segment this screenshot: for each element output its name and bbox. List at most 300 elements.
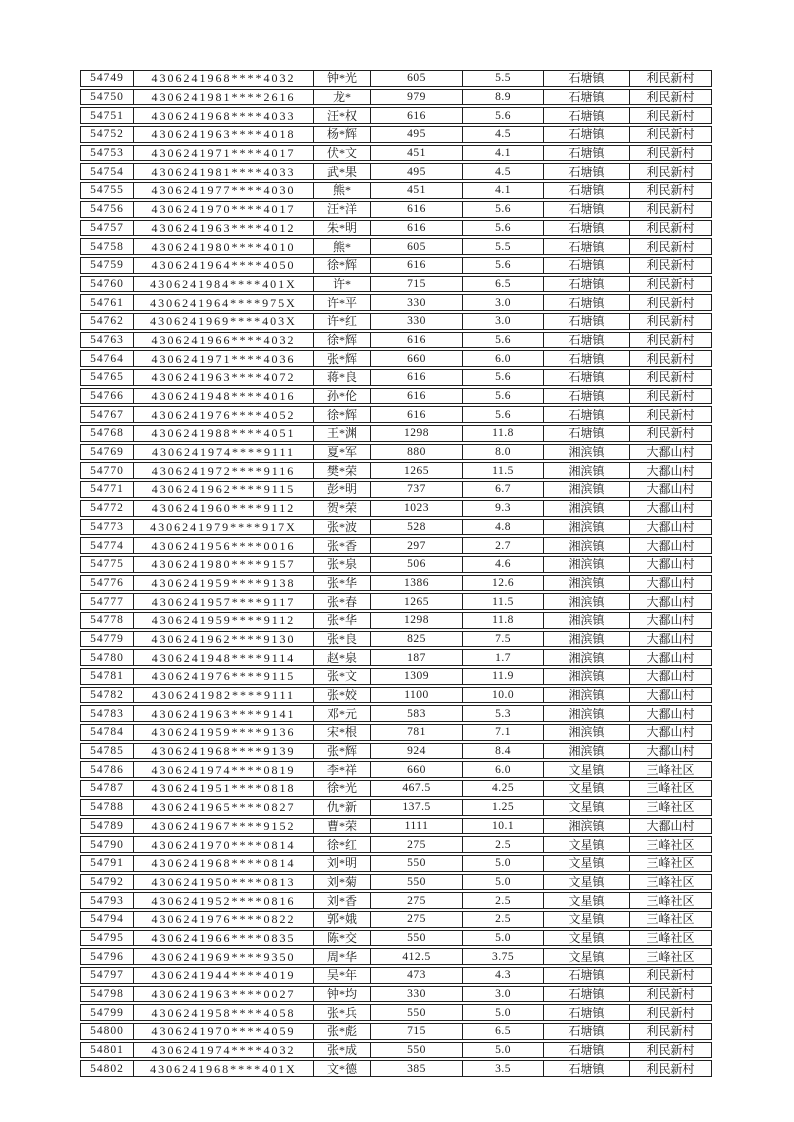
cell-amount: 330 — [370, 295, 462, 310]
cell-masked-id-number: 4306241959****9136 — [133, 725, 313, 740]
cell-masked-name: 徐*光 — [313, 781, 370, 796]
cell-village: 大鄱山村 — [629, 501, 711, 516]
table-row — [80, 930, 712, 947]
cell-coefficient: 2.5 — [462, 837, 543, 852]
cell-serial-number: 54767 — [90, 408, 124, 421]
cell-village: 三峰社区 — [629, 800, 711, 815]
table-row — [80, 631, 712, 648]
cell-masked-name: 许*红 — [313, 314, 370, 329]
cell-village: 利民新村 — [629, 295, 711, 310]
cell-town: 石塘镇 — [543, 407, 629, 422]
table-row — [80, 612, 712, 629]
cell-masked-name: 邓*元 — [313, 706, 370, 721]
cell-masked-name: 武*果 — [313, 164, 370, 179]
cell-village: 三峰社区 — [629, 781, 711, 796]
cell-masked-name: 陈*交 — [313, 931, 370, 946]
table-row — [80, 481, 712, 498]
cell-masked-name: 王*渊 — [313, 426, 370, 441]
cell-masked-id-number: 4306241980****9157 — [133, 557, 313, 572]
cell-amount: 605 — [370, 71, 462, 86]
cell-coefficient: 4.8 — [462, 520, 543, 535]
cell-amount: 1023 — [370, 501, 462, 516]
cell-masked-id-number: 4306241962****9115 — [133, 482, 313, 497]
cell-serial-number: 54779 — [90, 632, 124, 645]
cell-town: 湘滨镇 — [543, 463, 629, 478]
cell-town: 石塘镇 — [543, 127, 629, 142]
cell-town: 石塘镇 — [543, 389, 629, 404]
cell-masked-id-number: 4306241976****0822 — [133, 912, 313, 927]
table-row — [80, 836, 712, 853]
cell-town: 文星镇 — [543, 781, 629, 796]
cell-amount: 616 — [370, 108, 462, 123]
table-row — [80, 986, 712, 1003]
cell-town: 湘滨镇 — [543, 538, 629, 553]
cell-serial-number: 54775 — [90, 558, 124, 571]
table-row — [80, 276, 712, 293]
cell-amount: 1298 — [370, 613, 462, 628]
cell-town: 文星镇 — [543, 800, 629, 815]
cell-town: 石塘镇 — [543, 258, 629, 273]
cell-masked-id-number: 4306241970****4017 — [133, 202, 313, 217]
cell-village: 大鄱山村 — [629, 520, 711, 535]
table-row — [80, 780, 712, 797]
cell-serial-number: 54768 — [90, 427, 124, 440]
cell-amount: 451 — [370, 146, 462, 161]
cell-town: 文星镇 — [543, 931, 629, 946]
cell-town: 石塘镇 — [543, 968, 629, 983]
cell-masked-name: 赵*泉 — [313, 650, 370, 665]
cell-town: 文星镇 — [543, 837, 629, 852]
cell-village: 大鄱山村 — [629, 538, 711, 553]
cell-masked-id-number: 4306241963****9141 — [133, 706, 313, 721]
cell-amount: 924 — [370, 744, 462, 759]
cell-town: 石塘镇 — [543, 1061, 629, 1076]
cell-town: 湘滨镇 — [543, 744, 629, 759]
table-row — [80, 705, 712, 722]
table-row — [80, 444, 712, 461]
cell-serial-number: 54772 — [90, 502, 124, 515]
cell-masked-id-number: 4306241944****4019 — [133, 968, 313, 983]
cell-coefficient: 6.5 — [462, 277, 543, 292]
cell-masked-id-number: 4306241958****4058 — [133, 1005, 313, 1020]
cell-serial-number: 54780 — [90, 651, 124, 664]
cell-amount: 473 — [370, 968, 462, 983]
cell-masked-name: 刘*明 — [313, 856, 370, 871]
cell-masked-id-number: 4306241969****9350 — [133, 949, 313, 964]
cell-coefficient: 1.25 — [462, 800, 543, 815]
cell-masked-id-number: 4306241967****9152 — [133, 819, 313, 834]
cell-masked-id-number: 4306241971****4036 — [133, 351, 313, 366]
table-row — [80, 724, 712, 741]
cell-town: 石塘镇 — [543, 108, 629, 123]
cell-amount: 616 — [370, 333, 462, 348]
cell-coefficient: 4.1 — [462, 146, 543, 161]
cell-masked-id-number: 4306241970****4059 — [133, 1024, 313, 1039]
cell-masked-name: 曹*荣 — [313, 819, 370, 834]
cell-town: 湘滨镇 — [543, 819, 629, 834]
cell-amount: 385 — [370, 1061, 462, 1076]
cell-serial-number: 54798 — [90, 988, 124, 1001]
cell-masked-name: 孙*伦 — [313, 389, 370, 404]
cell-amount: 605 — [370, 239, 462, 254]
cell-coefficient: 4.1 — [462, 183, 543, 198]
cell-coefficient: 10.0 — [462, 688, 543, 703]
cell-amount: 1265 — [370, 594, 462, 609]
cell-serial-number: 54756 — [90, 203, 124, 216]
cell-masked-id-number: 4306241969****403X — [133, 314, 313, 329]
cell-amount: 550 — [370, 875, 462, 890]
cell-serial-number: 54782 — [90, 689, 124, 702]
cell-amount: 781 — [370, 725, 462, 740]
cell-coefficient: 4.5 — [462, 127, 543, 142]
cell-masked-id-number: 4306241988****4051 — [133, 426, 313, 441]
cell-town: 石塘镇 — [543, 183, 629, 198]
cell-coefficient: 11.5 — [462, 463, 543, 478]
cell-coefficient: 4.5 — [462, 164, 543, 179]
cell-coefficient: 11.8 — [462, 426, 543, 441]
cell-village: 利民新村 — [629, 90, 711, 105]
table-row — [80, 911, 712, 928]
cell-coefficient: 5.6 — [462, 370, 543, 385]
cell-amount: 825 — [370, 632, 462, 647]
cell-village: 利民新村 — [629, 389, 711, 404]
cell-masked-name: 贺*荣 — [313, 501, 370, 516]
cell-masked-id-number: 4306241963****4012 — [133, 221, 313, 236]
cell-town: 石塘镇 — [543, 370, 629, 385]
cell-amount: 715 — [370, 1024, 462, 1039]
cell-masked-name: 许* — [313, 277, 370, 292]
cell-masked-id-number: 4306241981****4033 — [133, 164, 313, 179]
cell-coefficient: 5.0 — [462, 875, 543, 890]
cell-masked-name: 刘*香 — [313, 893, 370, 908]
cell-masked-id-number: 4306241956****0016 — [133, 538, 313, 553]
cell-village: 利民新村 — [629, 407, 711, 422]
cell-town: 湘滨镇 — [543, 669, 629, 684]
cell-town: 石塘镇 — [543, 333, 629, 348]
cell-coefficient: 11.8 — [462, 613, 543, 628]
cell-masked-id-number: 4306241968****4032 — [133, 71, 313, 86]
cell-serial-number: 54787 — [90, 782, 124, 795]
cell-village: 大鄱山村 — [629, 613, 711, 628]
cell-amount: 660 — [370, 762, 462, 777]
cell-masked-id-number: 4306241974****9111 — [133, 445, 313, 460]
cell-serial-number: 54764 — [90, 352, 124, 365]
cell-masked-id-number: 4306241968****0814 — [133, 856, 313, 871]
table-row — [80, 369, 712, 386]
cell-town: 湘滨镇 — [543, 520, 629, 535]
cell-village: 利民新村 — [629, 987, 711, 1002]
table-row — [80, 500, 712, 517]
cell-masked-name: 张*泉 — [313, 557, 370, 572]
cell-masked-id-number: 4306241963****0027 — [133, 987, 313, 1002]
cell-town: 湘滨镇 — [543, 688, 629, 703]
table-row — [80, 761, 712, 778]
table-row — [80, 294, 712, 311]
cell-coefficient: 4.3 — [462, 968, 543, 983]
table-row — [80, 201, 712, 218]
cell-serial-number: 54757 — [90, 221, 124, 234]
cell-serial-number: 54773 — [90, 520, 124, 533]
cell-serial-number: 54802 — [90, 1062, 124, 1075]
cell-coefficient: 5.6 — [462, 258, 543, 273]
cell-serial-number: 54765 — [90, 371, 124, 384]
cell-coefficient: 5.6 — [462, 407, 543, 422]
cell-town: 石塘镇 — [543, 146, 629, 161]
cell-village: 大鄱山村 — [629, 482, 711, 497]
cell-amount: 616 — [370, 370, 462, 385]
table-row — [80, 238, 712, 255]
cell-town: 文星镇 — [543, 893, 629, 908]
cell-serial-number: 54761 — [90, 296, 124, 309]
cell-coefficient: 5.0 — [462, 1005, 543, 1020]
cell-masked-id-number: 4306241963****4072 — [133, 370, 313, 385]
cell-village: 大鄱山村 — [629, 706, 711, 721]
cell-masked-id-number: 4306241962****9130 — [133, 632, 313, 647]
cell-masked-name: 熊* — [313, 183, 370, 198]
cell-coefficient: 8.0 — [462, 445, 543, 460]
cell-village: 利民新村 — [629, 127, 711, 142]
table-row — [80, 1060, 712, 1077]
cell-masked-id-number: 4306241966****0835 — [133, 931, 313, 946]
cell-masked-id-number: 4306241959****9138 — [133, 576, 313, 591]
cell-town: 石塘镇 — [543, 426, 629, 441]
cell-masked-id-number: 4306241976****9115 — [133, 669, 313, 684]
cell-coefficient: 5.6 — [462, 108, 543, 123]
cell-masked-id-number: 4306241964****4050 — [133, 258, 313, 273]
cell-town: 湘滨镇 — [543, 501, 629, 516]
cell-serial-number: 54762 — [90, 315, 124, 328]
cell-serial-number: 54786 — [90, 763, 124, 776]
cell-masked-id-number: 4306241964****975X — [133, 295, 313, 310]
cell-village: 利民新村 — [629, 351, 711, 366]
cell-village: 大鄱山村 — [629, 744, 711, 759]
cell-amount: 275 — [370, 837, 462, 852]
cell-coefficient: 11.5 — [462, 594, 543, 609]
cell-amount: 187 — [370, 650, 462, 665]
cell-amount: 1111 — [370, 819, 462, 834]
cell-amount: 550 — [370, 1043, 462, 1058]
cell-village: 利民新村 — [629, 71, 711, 86]
cell-masked-name: 龙* — [313, 90, 370, 105]
cell-masked-id-number: 4306241948****9114 — [133, 650, 313, 665]
cell-village: 三峰社区 — [629, 856, 711, 871]
cell-serial-number: 54778 — [90, 614, 124, 627]
cell-masked-name: 徐*红 — [313, 837, 370, 852]
cell-town: 石塘镇 — [543, 1024, 629, 1039]
cell-serial-number: 54801 — [90, 1044, 124, 1057]
cell-serial-number: 54784 — [90, 726, 124, 739]
cell-coefficient: 6.0 — [462, 351, 543, 366]
cell-village: 利民新村 — [629, 277, 711, 292]
cell-serial-number: 54795 — [90, 931, 124, 944]
cell-masked-name: 李*祥 — [313, 762, 370, 777]
table-row — [80, 89, 712, 106]
cell-masked-name: 张*辉 — [313, 744, 370, 759]
cell-masked-name: 张*春 — [313, 594, 370, 609]
cell-village: 利民新村 — [629, 146, 711, 161]
cell-masked-name: 张*辉 — [313, 351, 370, 366]
cell-masked-id-number: 4306241968****401X — [133, 1061, 313, 1076]
cell-serial-number: 54800 — [90, 1025, 124, 1038]
cell-town: 湘滨镇 — [543, 594, 629, 609]
cell-masked-name: 仇*新 — [313, 800, 370, 815]
cell-masked-name: 熊* — [313, 239, 370, 254]
cell-village: 三峰社区 — [629, 893, 711, 908]
cell-masked-name: 张*香 — [313, 538, 370, 553]
cell-serial-number: 54788 — [90, 801, 124, 814]
cell-village: 三峰社区 — [629, 931, 711, 946]
cell-village: 三峰社区 — [629, 912, 711, 927]
table-row — [80, 425, 712, 442]
table-row — [80, 257, 712, 274]
cell-amount: 297 — [370, 538, 462, 553]
cell-amount: 880 — [370, 445, 462, 460]
cell-masked-id-number: 4306241979****917X — [133, 520, 313, 535]
cell-masked-id-number: 4306241957****9117 — [133, 594, 313, 609]
cell-village: 利民新村 — [629, 1005, 711, 1020]
cell-serial-number: 54774 — [90, 539, 124, 552]
cell-amount: 1100 — [370, 688, 462, 703]
cell-amount: 275 — [370, 893, 462, 908]
table-row — [80, 220, 712, 237]
cell-village: 利民新村 — [629, 1061, 711, 1076]
table-row — [80, 126, 712, 143]
cell-masked-name: 许*平 — [313, 295, 370, 310]
cell-amount: 616 — [370, 202, 462, 217]
cell-masked-id-number: 4306241974****4032 — [133, 1043, 313, 1058]
cell-town: 石塘镇 — [543, 164, 629, 179]
cell-masked-name: 郭*娥 — [313, 912, 370, 927]
cell-coefficient: 5.6 — [462, 202, 543, 217]
cell-coefficient: 5.0 — [462, 931, 543, 946]
cell-coefficient: 5.3 — [462, 706, 543, 721]
cell-amount: 660 — [370, 351, 462, 366]
cell-masked-id-number: 4306241977****4030 — [133, 183, 313, 198]
cell-serial-number: 54766 — [90, 390, 124, 403]
table-row — [80, 1023, 712, 1040]
cell-coefficient: 4.6 — [462, 557, 543, 572]
cell-village: 大鄱山村 — [629, 445, 711, 460]
cell-amount: 467.5 — [370, 781, 462, 796]
cell-serial-number: 54794 — [90, 913, 124, 926]
cell-masked-id-number: 4306241980****4010 — [133, 239, 313, 254]
cell-masked-id-number: 4306241965****0827 — [133, 800, 313, 815]
cell-serial-number: 54751 — [90, 109, 124, 122]
cell-masked-id-number: 4306241984****401X — [133, 277, 313, 292]
cell-amount: 412.5 — [370, 949, 462, 964]
cell-masked-name: 周*华 — [313, 949, 370, 964]
table-row — [80, 182, 712, 199]
cell-masked-id-number: 4306241971****4017 — [133, 146, 313, 161]
cell-masked-name: 刘*菊 — [313, 875, 370, 890]
cell-coefficient: 12.6 — [462, 576, 543, 591]
cell-masked-name: 张*华 — [313, 613, 370, 628]
cell-masked-name: 樊*荣 — [313, 463, 370, 478]
cell-masked-name: 彭*明 — [313, 482, 370, 497]
cell-amount: 616 — [370, 221, 462, 236]
cell-serial-number: 54776 — [90, 576, 124, 589]
cell-village: 利民新村 — [629, 183, 711, 198]
cell-amount: 137.5 — [370, 800, 462, 815]
cell-masked-id-number: 4306241968****4033 — [133, 108, 313, 123]
cell-masked-name: 徐*辉 — [313, 258, 370, 273]
cell-village: 三峰社区 — [629, 949, 711, 964]
cell-coefficient: 5.5 — [462, 239, 543, 254]
table-row — [80, 967, 712, 984]
cell-town: 文星镇 — [543, 912, 629, 927]
cell-amount: 451 — [370, 183, 462, 198]
cell-village: 大鄱山村 — [629, 576, 711, 591]
cell-coefficient: 6.7 — [462, 482, 543, 497]
table-row — [80, 593, 712, 610]
cell-serial-number: 54752 — [90, 128, 124, 141]
cell-amount: 616 — [370, 389, 462, 404]
cell-village: 大鄱山村 — [629, 819, 711, 834]
cell-masked-id-number: 4306241974****0819 — [133, 762, 313, 777]
cell-masked-name: 文*德 — [313, 1061, 370, 1076]
cell-masked-id-number: 4306241968****9139 — [133, 744, 313, 759]
cell-coefficient: 5.0 — [462, 856, 543, 871]
cell-amount: 275 — [370, 912, 462, 927]
table-row — [80, 1042, 712, 1059]
cell-town: 湘滨镇 — [543, 632, 629, 647]
cell-amount: 550 — [370, 856, 462, 871]
cell-masked-name: 张*彪 — [313, 1024, 370, 1039]
cell-village: 利民新村 — [629, 108, 711, 123]
cell-town: 石塘镇 — [543, 987, 629, 1002]
cell-masked-name: 钟*光 — [313, 71, 370, 86]
cell-masked-name: 张*成 — [313, 1043, 370, 1058]
table-row — [80, 799, 712, 816]
cell-town: 湘滨镇 — [543, 613, 629, 628]
cell-masked-name: 张*文 — [313, 669, 370, 684]
cell-coefficient: 2.5 — [462, 893, 543, 908]
cell-masked-id-number: 4306241963****4018 — [133, 127, 313, 142]
table-row — [80, 107, 712, 124]
cell-amount: 1309 — [370, 669, 462, 684]
cell-serial-number: 54790 — [90, 838, 124, 851]
cell-village: 三峰社区 — [629, 762, 711, 777]
table-row — [80, 350, 712, 367]
cell-serial-number: 54750 — [90, 91, 124, 104]
table-row — [80, 462, 712, 479]
cell-village: 利民新村 — [629, 370, 711, 385]
cell-serial-number: 54781 — [90, 670, 124, 683]
cell-amount: 1386 — [370, 576, 462, 591]
beneficiary-table — [80, 70, 712, 1079]
cell-masked-id-number: 4306241970****0814 — [133, 837, 313, 852]
cell-coefficient: 6.0 — [462, 762, 543, 777]
cell-amount: 550 — [370, 931, 462, 946]
cell-serial-number: 54769 — [90, 446, 124, 459]
cell-masked-name: 张*良 — [313, 632, 370, 647]
cell-serial-number: 54796 — [90, 950, 124, 963]
cell-town: 文星镇 — [543, 856, 629, 871]
table-row — [80, 70, 712, 87]
table-row — [80, 575, 712, 592]
cell-masked-name: 徐*辉 — [313, 407, 370, 422]
table-row — [80, 537, 712, 554]
cell-masked-id-number: 4306241952****0816 — [133, 893, 313, 908]
table-row — [80, 519, 712, 536]
cell-village: 利民新村 — [629, 221, 711, 236]
cell-village: 大鄱山村 — [629, 650, 711, 665]
cell-serial-number: 54749 — [90, 72, 124, 85]
cell-amount: 330 — [370, 987, 462, 1002]
cell-town: 石塘镇 — [543, 221, 629, 236]
cell-amount: 583 — [370, 706, 462, 721]
cell-serial-number: 54753 — [90, 147, 124, 160]
